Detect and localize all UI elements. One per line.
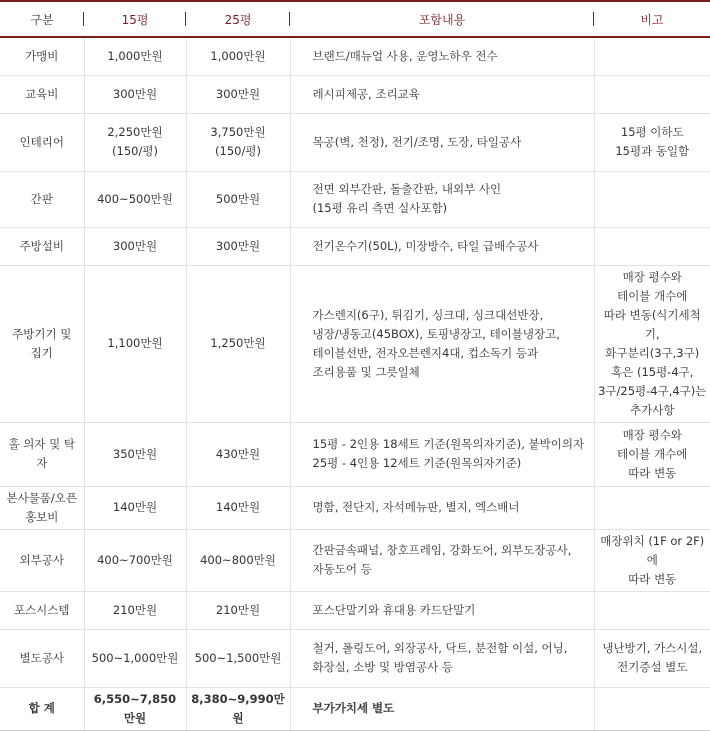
header-size15 [84,1,186,37]
header-content [290,1,594,37]
note-cell [594,227,710,265]
size25-cell: 1,000만원 [186,37,290,75]
content-cell: 목공(벽, 천정), 전기/조명, 도장, 타일공사 [290,113,594,171]
note-cell: 매장 평수와 테이블 개수에 따라 변동(식기세척기, 화구분리(3구,3구) 혹은 (15평-4구, 3구/25평-4구,4구)는 추가사항 [594,265,710,422]
content-cell: 전면 외부간판, 돌출간판, 내외부 사인 (15평 유리 측면 실사포함) [290,171,594,227]
size25-cell: 300만원 [186,75,290,113]
table-header [0,1,710,37]
content-cell: 전기온수기(50L), 미장방수, 타일 급배수공사 [290,227,594,265]
table-row [0,113,710,171]
size15-cell: 2,250만원 (150/평) [84,113,186,171]
total-row [0,687,710,730]
category-cell: 외부공사 [0,529,84,591]
category-cell: 가맹비 [0,37,84,75]
category-cell: 합 계 [0,687,84,730]
note-cell: 매장 평수와 테이블 개수에 따라 변동 [594,422,710,486]
content-cell: 간판금속패널, 창호프레임, 강화도어, 외부도장공사, 자동도어 등 [290,529,594,591]
note-cell [594,687,710,730]
content-cell: 레시피제공, 조리교육 [290,75,594,113]
note-cell: 매장위치 (1F or 2F)에 따라 변동 [594,529,710,591]
size25-cell: 1,250만원 [186,265,290,422]
size15-cell: 350만원 [84,422,186,486]
content-cell: 브랜드/매뉴얼 사용, 운영노하우 전수 [290,37,594,75]
header-size25-label: 25평 [224,12,252,27]
table-row [0,265,710,422]
size25-cell: 430만원 [186,422,290,486]
size15-cell: 300만원 [84,227,186,265]
category-cell: 간판 [0,171,84,227]
size25-cell: 3,750만원 (150/평) [186,113,290,171]
table-row [0,37,710,75]
category-cell: 홀 의자 및 탁자 [0,422,84,486]
size15-cell: 140만원 [84,486,186,529]
size25-cell: 500~1,500만원 [186,629,290,687]
size15-cell: 1,000만원 [84,37,186,75]
header-note [594,1,710,37]
size15-cell: 400~500만원 [84,171,186,227]
table-row [0,171,710,227]
content-cell: 명함, 전단지, 자석메뉴판, 별지, 엑스배너 [290,486,594,529]
size25-cell: 140만원 [186,486,290,529]
content-cell: 부가가치세 별도 [290,687,594,730]
size15-cell: 300만원 [84,75,186,113]
category-cell: 주방설비 [0,227,84,265]
size25-cell: 8,380~9,990만원 [186,687,290,730]
header-size25 [186,1,290,37]
category-cell: 주방기기 및 집기 [0,265,84,422]
table-row [0,75,710,113]
note-cell [594,486,710,529]
size15-cell: 6,550~7,850만원 [84,687,186,730]
note-cell [594,75,710,113]
note-cell: 냉난방기, 가스시설, 전기증설 별도 [594,629,710,687]
table-row [0,227,710,265]
table-row [0,422,710,486]
size25-cell: 500만원 [186,171,290,227]
header-content-label: 포함내용 [418,12,466,27]
category-cell: 본사물품/오픈 홍보비 [0,486,84,529]
content-cell: 철거, 폴링도어, 외장공사, 닥트, 분전함 이설, 어닝, 화장실, 소방 및 방염공사 등 [290,629,594,687]
note-cell [594,37,710,75]
note-cell [594,171,710,227]
size25-cell: 300만원 [186,227,290,265]
note-cell: 15평 이하도 15평과 동일함 [594,113,710,171]
header-size15-label: 15평 [121,12,149,27]
size15-cell: 400~700만원 [84,529,186,591]
table-row [0,486,710,529]
table-body [0,37,710,730]
size25-cell: 400~800만원 [186,529,290,591]
header-row [0,1,710,37]
category-cell: 포스시스템 [0,591,84,629]
size15-cell: 1,100만원 [84,265,186,422]
note-cell [594,591,710,629]
size15-cell: 210만원 [84,591,186,629]
category-cell: 별도공사 [0,629,84,687]
table-row [0,529,710,591]
header-category [0,1,84,37]
header-category-label: 구분 [30,12,54,27]
header-note-label: 비고 [640,12,664,27]
category-cell: 인테리어 [0,113,84,171]
content-cell: 포스단말기와 휴대용 카드단말기 [290,591,594,629]
size15-cell: 500~1,000만원 [84,629,186,687]
content-cell: 15평 - 2인용 18세트 기준(원목의자기준), 붙박이의자 25평 - 4인용 12세트 기준(원목의자기준) [290,422,594,486]
content-cell: 가스렌지(6구), 튀김기, 싱크대, 싱크대선반장, 냉장/냉동고(45BOX), 토핑냉장고, 테이블냉장고, 테이블선반, 전자오븐렌지4대, 컵소독기 등과 조리용품 및 그릇일체 [290,265,594,422]
table-row [0,629,710,687]
table-row [0,591,710,629]
category-cell: 교육비 [0,75,84,113]
size25-cell: 210만원 [186,591,290,629]
